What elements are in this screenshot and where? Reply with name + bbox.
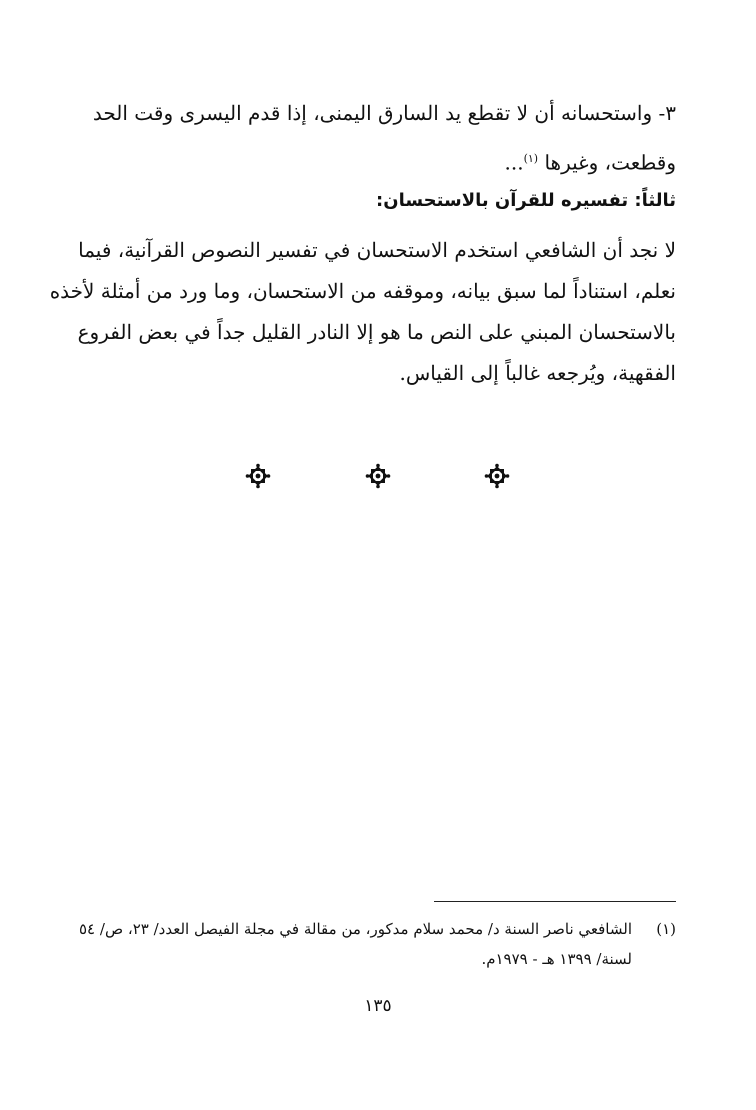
footnote-text: الشافعي ناصر السنة د/ محمد سلام مدكور، من مقالة في مجلة الفيصل العدد/ ٢٣، ص/ ٥٤ xyxy=(79,920,632,938)
ornament-icon xyxy=(244,462,272,490)
item-3-line-2-text: وقطعت، وغيرها xyxy=(544,150,676,175)
page-number: ١٣٥ xyxy=(364,996,392,1016)
footnote-number: (١) xyxy=(656,920,676,938)
paragraph-line: نعلم، استناداً لما سبق بيانه، وموقفه من الاستحسان، وما ورد من أمثلة لأخذه xyxy=(49,279,676,303)
footnote-line-2: لسنة/ ١٣٩٩ هـ - ١٩٧٩م. xyxy=(481,950,632,968)
ellipsis: ... xyxy=(504,150,524,175)
footnote xyxy=(80,914,676,974)
paragraph-line: الفقهية، ويُرجعه غالباً إلى القياس. xyxy=(399,361,676,385)
item-3-line-1: ٣- واستحسانه أن لا تقطع يد السارق اليمنى، إذا قدم اليسرى وقت الحد xyxy=(92,101,676,125)
paragraph-line: بالاستحسان المبني على النص ما هو إلا النادر القليل جداً في بعض الفروع xyxy=(77,320,676,344)
ornament-icon xyxy=(364,462,392,490)
footnote-divider xyxy=(434,901,676,902)
footnote-reference[interactable]: (١) xyxy=(523,152,539,165)
body-paragraph xyxy=(49,230,676,394)
item-3-line-2 xyxy=(80,136,676,186)
footnote-line-1 xyxy=(80,914,676,944)
numbered-item-3 xyxy=(80,90,676,186)
section-divider-ornaments xyxy=(0,462,756,492)
section-heading: ثالثاً: تفسيره للقرآن بالاستحسان: xyxy=(376,190,676,211)
ornament-icon xyxy=(483,462,511,490)
paragraph-line: لا نجد أن الشافعي استخدم الاستحسان في تفسير النصوص القرآنية، فيما xyxy=(78,238,676,262)
